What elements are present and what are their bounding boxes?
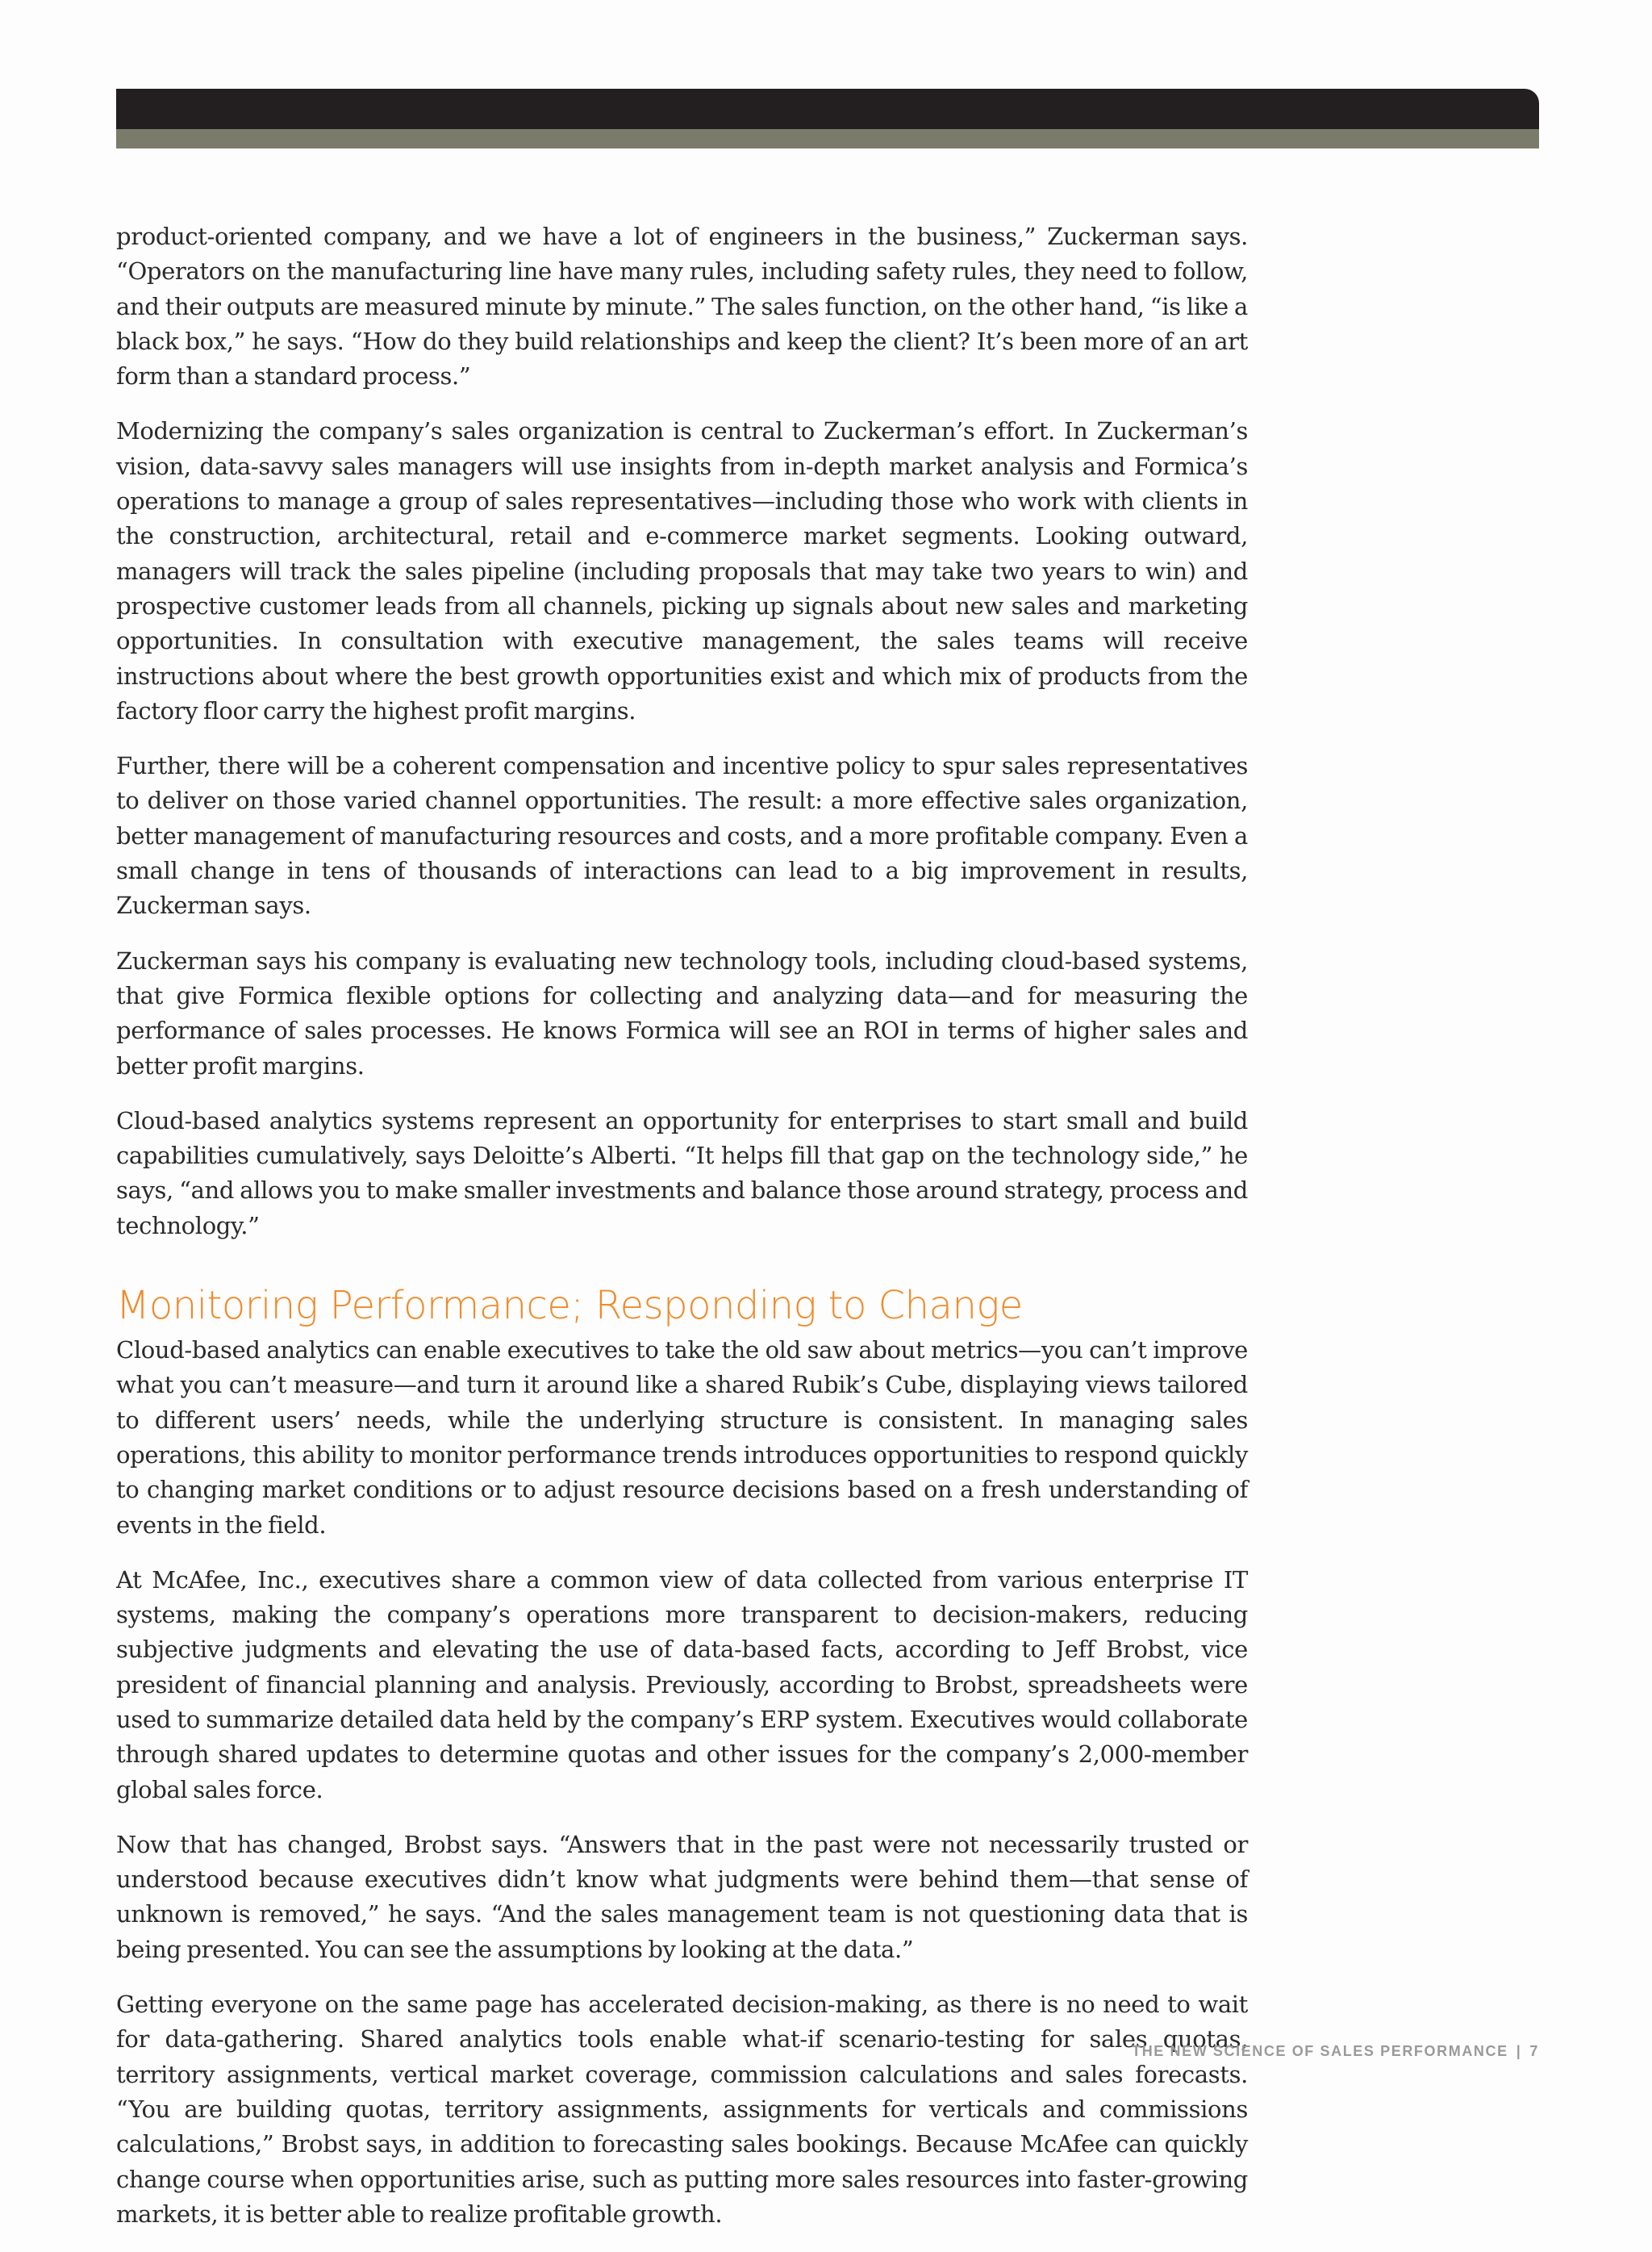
header-band	[116, 89, 1539, 148]
article-body	[116, 219, 1248, 2252]
body-paragraph: Now that has changed, Brobst says. “Answers that in the past were not necessarily trusted or understood because executives didn’t know what judgments were behind them—that sense of unknown is removed,” he says. “And the sales management team is not questioning data that is being presented. You can see the assumptions by looking at the data.”	[116, 1830, 1248, 1963]
footer-separator: |	[1516, 2043, 1522, 2059]
body-paragraph: At McAfee, Inc., executives share a common view of data collected from various enterprise IT systems, making the company’s operations more transparent to decision-makers, reducing subjective judgments and elevating the use of data-based facts, according to Jeff Brobst, vice president of financial planning and analysis. Previously, according to Brobst, spreadsheets were used to summarize detailed data held by the company’s ERP system. Executives would collaborate through shared updates to determine quotas and other issues for the company’s 2,000-member global sales force.	[116, 1565, 1248, 1803]
body-paragraph: Zuckerman says his company is evaluating new technology tools, including cloud-based systems, that give Formica flexible options for collecting and analyzing data—and for measuring the performance of sales processes. He knows Formica will see an ROI in terms of higher sales and better profit margins.	[116, 946, 1248, 1080]
body-paragraph: product-oriented company, and we have a lot of engineers in the business,” Zuckerman says. “Operators on the manufacturing line have many rules, including safety rules, they need to follow, and their outputs are measured minute by minute.” The sales function, on the other hand, “is like a black box,” he says. “How do they build relationships and keep the client? It’s been more of an art form than a standard process.”	[116, 223, 1248, 391]
body-paragraph: Cloud-based analytics can enable executives to take the old saw about metrics—you can’t improve what you can’t measure—and turn it around like a shared Rubik’s Cube, displaying views tailored to different users’ needs, while the underlying structure is consistent. In managing sales operations, this ability to monitor performance trends introduces opportunities to respond quickly to changing market conditions or to adjust resource decisions based on a fresh understanding of events in the field.	[116, 1336, 1248, 1539]
page-number: 7	[1529, 2043, 1539, 2059]
body-paragraph: Cloud-based analytics systems represent an opportunity for enterprises to start small and build capabilities cumulatively, says Deloitte’s Alberti. “It helps fill that gap on the technology side,” he says, “and allows you to make smaller investments and balance those around strategy, process and technology.”	[116, 1106, 1248, 1239]
header-gray-bar	[116, 129, 1539, 148]
footer-title: THE NEW SCIENCE OF SALES PERFORMANCE	[1132, 2043, 1508, 2059]
header-dark-bar	[116, 89, 1539, 131]
body-paragraph: Getting everyone on the same page has accelerated decision-making, as there is no need to wait for data-gathering. Shared analytics tools enable what-if scenario-testing for sales quotas, territory assignments, vertical market coverage, commission calculations and sales forecasts. “You are building quotas, territory assignments, assignments for verticals and commissions calculations,” Brobst says, in addition to forecasting sales bookings. Because McAfee can quickly change course when opportunities arise, such as putting more sales resources into faster-growing markets, it is better able to realize profitable growth.	[116, 1991, 1248, 2228]
page-footer	[1132, 2043, 1539, 2060]
body-paragraph: Modernizing the company’s sales organization is central to Zuckerman’s effort. In Zuckerman’s vision, data-savvy sales managers will use insights from in-depth market analysis and Formica’s operations to manage a group of sales representatives—including those who work with clients in the construction, architectural, retail and e-commerce market segments. Looking outward, managers will track the sales pipeline (including proposals that may take two years to win) and prospective customer leads from all channels, picking up signals about new sales and marketing opportunities. In consultation with executive management, the sales teams will receive instructions about where the best growth opportunities exist and which mix of products from the factory floor carry the highest profit margins.	[116, 417, 1248, 725]
body-paragraph: Further, there will be a coherent compensation and incentive policy to spur sales representatives to deliver on those varied channel opportunities. The result: a more effective sales organization, better management of manufacturing resources and costs, and a more profitable company. Even a small change in tens of thousands of interactions can lead to a big improvement in results, Zuckerman says.	[116, 752, 1248, 920]
section-heading: Monitoring Performance; Responding to Change	[116, 1283, 1023, 1329]
